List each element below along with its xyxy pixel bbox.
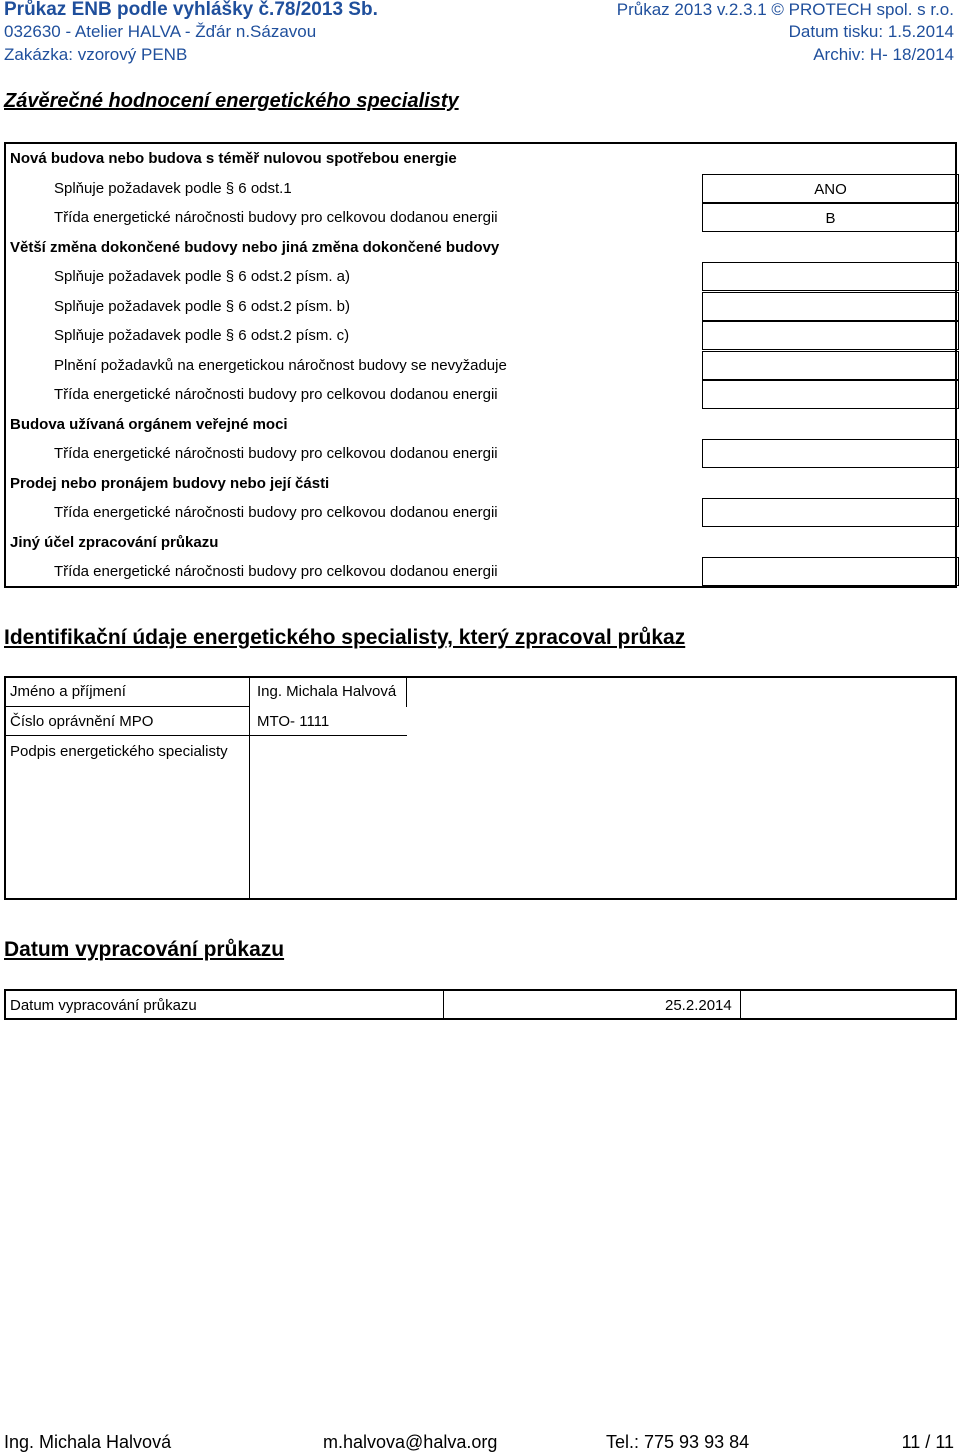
footer-phone: Tel.: 775 93 93 84 [606,1432,750,1452]
evaluation-item-label: Třída energetické náročnosti budovy pro celkovou dodanou energii [54,445,498,462]
evaluation-value: B [825,210,836,227]
date-heading: Datum vypracování průkazu [4,938,285,961]
archive-number: Archiv: H- 18/2014 [813,45,954,64]
evaluation-row [6,174,955,203]
evaluation-value-cell [702,321,959,350]
evaluation-row [6,351,955,380]
evaluation-item-label: Třída energetické náročnosti budovy pro celkovou dodanou energii [54,563,498,580]
evaluation-category-label: Větší změna dokončené budovy nebo jiná změna dokončené budovy [10,238,500,256]
evaluation-row [6,380,955,409]
company-name: 032630 - Atelier HALVA - Žďár n.Sázavou [4,22,317,41]
evaluation-item-label: Splňuje požadavek podle § 6 odst.1 [54,179,292,197]
evaluation-row [6,321,955,350]
evaluation-value-cell [702,498,959,527]
evaluation-category-label: Prodej nebo pronájem budovy nebo její části [10,474,330,492]
signature-area [250,736,955,898]
evaluation-item-label: Třída energetické náročnosti budovy pro celkovou dodanou energii [54,386,498,403]
footer-email: m.halvova@halva.org [323,1432,498,1452]
evaluation-value-cell [702,351,959,380]
software-version: Průkaz 2013 v.2.3.1 © PROTECH spol. s r.o. [616,0,954,19]
footer-page-number: 11 / 11 [901,1432,954,1452]
evaluation-row [6,557,955,586]
evaluation-item-label: Splňuje požadavek podle § 6 odst.2 písm. b) [54,297,351,315]
specialist-table [4,676,957,900]
print-date: Datum tisku: 1.5.2014 [788,22,954,41]
date-label: Datum vypracování průkazu [10,997,197,1014]
evaluation-category-label: Jiný účel zpracování průkazu [10,533,219,551]
evaluation-row [6,144,955,173]
evaluation-row [6,469,955,498]
final-evaluation-table [4,142,957,588]
evaluation-row [6,498,955,527]
specialist-heading: Identifikační údaje energetického specialisty, který zpracoval průkaz [4,626,686,649]
evaluation-category-label: Nová budova nebo budova s téměř nulovou spotřebou energie [10,150,457,167]
date-value: 25.2.2014 [665,997,732,1014]
order-name: Zakázka: vzorový PENB [4,45,188,64]
evaluation-item-label: Splňuje požadavek podle § 6 odst.2 písm. c) [54,327,350,344]
name-value: Ing. Michala Halvová [257,683,397,700]
evaluation-row [6,292,955,321]
name-label: Jméno a příjmení [10,683,126,700]
evaluation-item-label: Plnění požadavků na energetickou náročnost budovy se nevyžaduje [54,356,507,374]
license-value: MTO- 1111 [257,713,330,730]
signature-label: Podpis energetického specialisty [10,743,228,760]
evaluation-item-label: Třída energetické náročnosti budovy pro celkovou dodanou energii [54,504,498,521]
evaluation-value-cell [702,203,959,232]
final-evaluation-heading: Závěrečné hodnocení energetického specialisty [4,90,459,112]
evaluation-value: ANO [814,180,847,198]
evaluation-row [6,439,955,468]
evaluation-item-label: Splňuje požadavek podle § 6 odst.2 písm. a) [54,268,351,285]
evaluation-value-cell [702,380,959,409]
evaluation-value-cell [702,262,959,291]
evaluation-row [6,203,955,232]
evaluation-value-cell [702,557,959,586]
evaluation-row [6,233,955,262]
evaluation-row [6,528,955,557]
evaluation-value-cell [702,174,959,203]
evaluation-category-label: Budova užívaná orgánem veřejné moci [10,415,288,433]
license-label: Číslo oprávnění MPO [10,713,154,730]
evaluation-item-label: Třída energetické náročnosti budovy pro celkovou dodanou energii [54,209,498,226]
evaluation-row [6,410,955,439]
footer-name: Ing. Michala Halvová [4,1432,172,1452]
date-table [4,989,957,1020]
document-title: Průkaz ENB podle vyhlášky č.78/2013 Sb. [4,0,378,20]
evaluation-value-cell [702,439,959,468]
evaluation-row [6,262,955,291]
evaluation-value-cell [702,292,959,321]
